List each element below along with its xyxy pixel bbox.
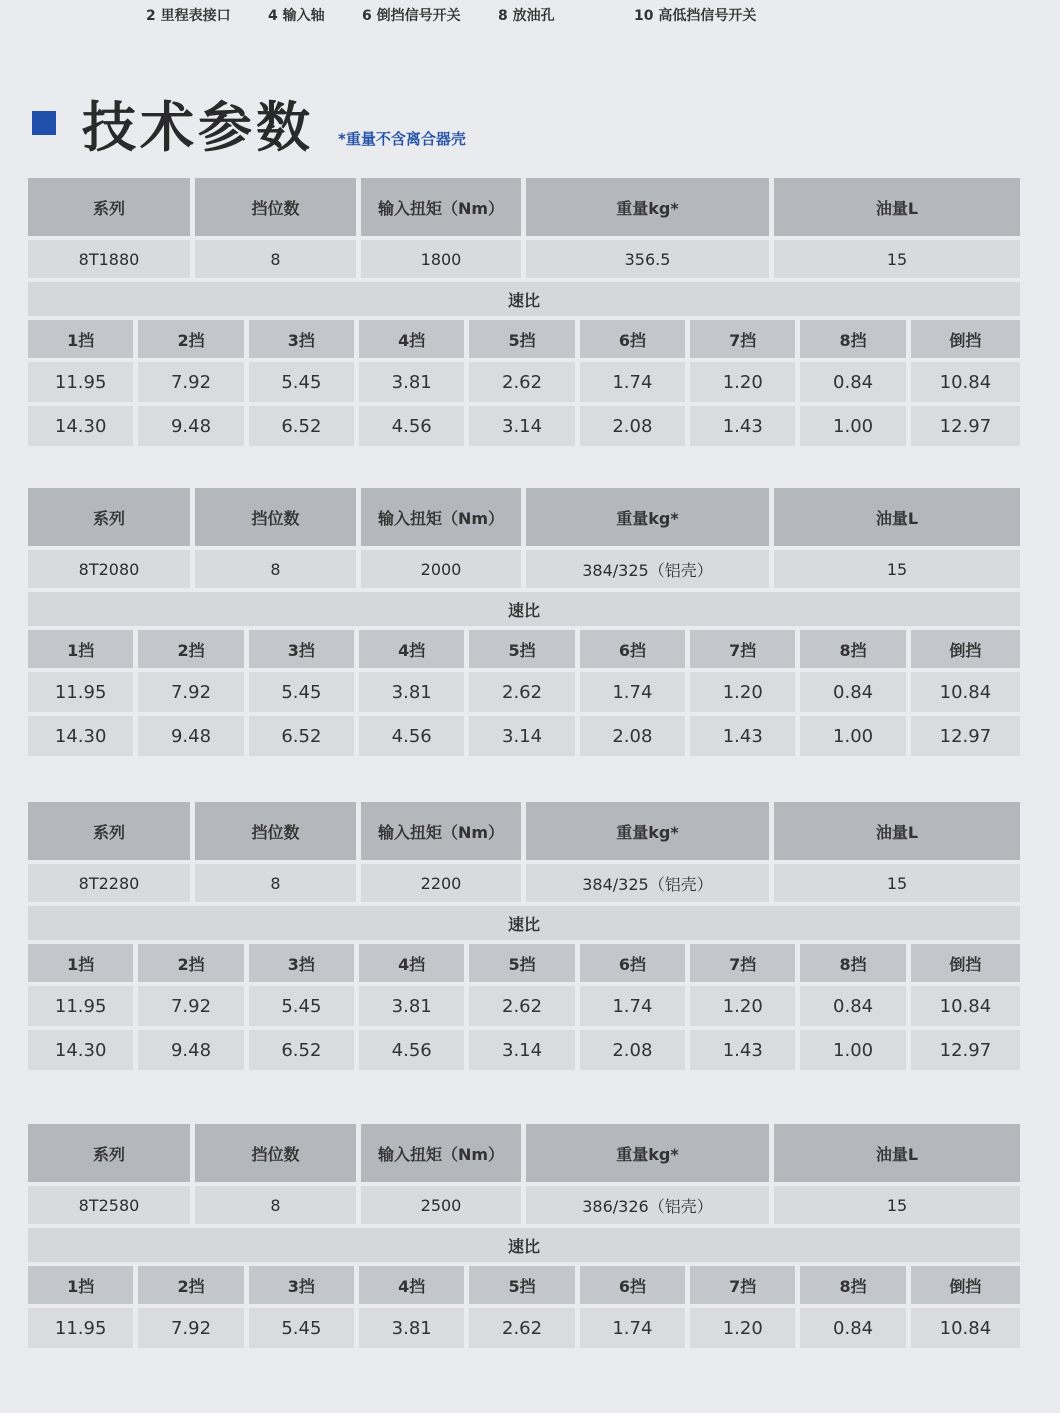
ratio-value-cell: 11.95 bbox=[28, 1308, 133, 1348]
ratio-value-cell: 4.56 bbox=[359, 1030, 464, 1070]
spec-value-cell: 8 bbox=[195, 240, 356, 278]
ratio-value-cell: 1.43 bbox=[690, 406, 795, 446]
spec-header-cell: 系列 bbox=[28, 802, 190, 860]
ratio-value-cell: 1.20 bbox=[690, 1308, 795, 1348]
gear-header-cell: 2挡 bbox=[138, 1266, 243, 1304]
ratio-value-cell: 5.45 bbox=[249, 672, 354, 712]
ratio-value-cell: 14.30 bbox=[28, 1030, 133, 1070]
spec-header-cell: 油量L bbox=[774, 1124, 1020, 1182]
spec-table bbox=[28, 1124, 1020, 1352]
gear-header-cell: 6挡 bbox=[580, 1266, 685, 1304]
table-row bbox=[28, 672, 1020, 712]
ratio-value-cell: 1.20 bbox=[690, 672, 795, 712]
ratio-value-cell: 12.97 bbox=[911, 716, 1020, 756]
legend-item: 6 倒挡信号开关 bbox=[362, 8, 461, 24]
ratio-value-cell: 12.97 bbox=[911, 1030, 1020, 1070]
section-heading bbox=[32, 88, 466, 158]
parts-legend bbox=[0, 2, 1060, 28]
ratio-value-cell: 5.45 bbox=[249, 362, 354, 402]
ratio-value-cell: 12.97 bbox=[911, 406, 1020, 446]
ratio-value-cell: 7.92 bbox=[138, 672, 243, 712]
gear-header-cell: 4挡 bbox=[359, 630, 464, 668]
spec-value-cell: 8 bbox=[195, 864, 356, 902]
ratio-value-cell: 1.74 bbox=[580, 1308, 685, 1348]
spec-header-cell: 油量L bbox=[774, 178, 1020, 236]
spec-value-cell: 386/326（铝壳） bbox=[526, 1186, 769, 1224]
table-row bbox=[28, 406, 1020, 446]
spec-header-cell: 挡位数 bbox=[195, 1124, 356, 1182]
gear-header-cell: 倒挡 bbox=[911, 320, 1020, 358]
ratio-value-cell: 1.74 bbox=[580, 986, 685, 1026]
ratio-value-cell: 3.81 bbox=[359, 986, 464, 1026]
ratio-value-cell: 2.62 bbox=[469, 362, 574, 402]
spec-header-cell: 输入扭矩（Nm） bbox=[361, 178, 521, 236]
gear-header-cell: 4挡 bbox=[359, 1266, 464, 1304]
ratio-value-cell: 4.56 bbox=[359, 716, 464, 756]
spec-header-cell: 系列 bbox=[28, 1124, 190, 1182]
spec-header-cell: 重量kg* bbox=[526, 178, 769, 236]
ratio-title: 速比 bbox=[28, 1228, 1020, 1262]
table-row bbox=[28, 362, 1020, 402]
spec-value-cell: 2000 bbox=[361, 550, 521, 588]
spec-value-cell: 8T2280 bbox=[28, 864, 190, 902]
ratio-value-cell: 11.95 bbox=[28, 362, 133, 402]
ratio-value-cell: 1.43 bbox=[690, 716, 795, 756]
spec-value-cell: 2500 bbox=[361, 1186, 521, 1224]
spec-header-cell: 挡位数 bbox=[195, 178, 356, 236]
ratio-title: 速比 bbox=[28, 282, 1020, 316]
ratio-value-cell: 3.14 bbox=[469, 406, 574, 446]
spec-header-cell: 挡位数 bbox=[195, 802, 356, 860]
spec-value-cell: 15 bbox=[774, 240, 1020, 278]
gear-header-cell: 8挡 bbox=[800, 630, 905, 668]
spec-header-cell: 油量L bbox=[774, 488, 1020, 546]
ratio-value-cell: 1.00 bbox=[800, 1030, 905, 1070]
ratio-value-cell: 2.08 bbox=[580, 406, 685, 446]
gear-header-cell: 7挡 bbox=[690, 630, 795, 668]
ratio-value-cell: 3.81 bbox=[359, 362, 464, 402]
weight-note: *重量不含离合器壳 bbox=[338, 129, 466, 148]
ratio-value-cell: 5.45 bbox=[249, 1308, 354, 1348]
spec-value-cell: 384/325（铝壳） bbox=[526, 550, 769, 588]
gear-header-cell: 1挡 bbox=[28, 320, 133, 358]
spec-value-cell: 384/325（铝壳） bbox=[526, 864, 769, 902]
ratio-value-cell: 7.92 bbox=[138, 986, 243, 1026]
gear-header-cell: 7挡 bbox=[690, 320, 795, 358]
spec-header-cell: 系列 bbox=[28, 178, 190, 236]
gear-header-cell: 5挡 bbox=[469, 320, 574, 358]
gear-header-cell: 2挡 bbox=[138, 630, 243, 668]
gear-header-cell: 7挡 bbox=[690, 944, 795, 982]
spec-header-cell: 重量kg* bbox=[526, 488, 769, 546]
spec-value-cell: 15 bbox=[774, 550, 1020, 588]
ratio-value-cell: 0.84 bbox=[800, 672, 905, 712]
spec-header-cell: 重量kg* bbox=[526, 802, 769, 860]
gear-header-cell: 6挡 bbox=[580, 320, 685, 358]
gear-header-cell: 7挡 bbox=[690, 1266, 795, 1304]
ratio-value-cell: 2.08 bbox=[580, 716, 685, 756]
spec-header-cell: 输入扭矩（Nm） bbox=[361, 488, 521, 546]
gear-header-cell: 5挡 bbox=[469, 630, 574, 668]
spec-value-cell: 8T2580 bbox=[28, 1186, 190, 1224]
gear-header-cell: 1挡 bbox=[28, 944, 133, 982]
gear-header-cell: 3挡 bbox=[249, 320, 354, 358]
ratio-value-cell: 14.30 bbox=[28, 406, 133, 446]
ratio-value-cell: 2.62 bbox=[469, 986, 574, 1026]
ratio-value-cell: 4.56 bbox=[359, 406, 464, 446]
gear-header-cell: 8挡 bbox=[800, 944, 905, 982]
ratio-value-cell: 7.92 bbox=[138, 1308, 243, 1348]
gear-header-cell: 5挡 bbox=[469, 944, 574, 982]
spec-value-cell: 8 bbox=[195, 550, 356, 588]
gear-header-cell: 倒挡 bbox=[911, 944, 1020, 982]
ratio-value-cell: 3.14 bbox=[469, 1030, 574, 1070]
spec-header-cell: 输入扭矩（Nm） bbox=[361, 1124, 521, 1182]
gear-header-cell: 倒挡 bbox=[911, 1266, 1020, 1304]
gear-header-cell: 倒挡 bbox=[911, 630, 1020, 668]
square-bullet-icon bbox=[32, 111, 56, 135]
ratio-value-cell: 1.43 bbox=[690, 1030, 795, 1070]
gear-header-cell: 3挡 bbox=[249, 630, 354, 668]
legend-item: 10 高低挡信号开关 bbox=[634, 8, 757, 24]
spec-value-cell: 15 bbox=[774, 1186, 1020, 1224]
ratio-value-cell: 1.20 bbox=[690, 362, 795, 402]
legend-item: 8 放油孔 bbox=[498, 8, 555, 24]
ratio-value-cell: 14.30 bbox=[28, 716, 133, 756]
gear-header-cell: 3挡 bbox=[249, 1266, 354, 1304]
ratio-value-cell: 0.84 bbox=[800, 986, 905, 1026]
ratio-value-cell: 3.81 bbox=[359, 1308, 464, 1348]
gear-header-cell: 5挡 bbox=[469, 1266, 574, 1304]
ratio-value-cell: 1.20 bbox=[690, 986, 795, 1026]
ratio-value-cell: 7.92 bbox=[138, 362, 243, 402]
spec-header-cell: 输入扭矩（Nm） bbox=[361, 802, 521, 860]
gear-header-cell: 1挡 bbox=[28, 630, 133, 668]
ratio-value-cell: 10.84 bbox=[911, 1308, 1020, 1348]
ratio-value-cell: 6.52 bbox=[249, 406, 354, 446]
ratio-value-cell: 2.62 bbox=[469, 672, 574, 712]
ratio-value-cell: 9.48 bbox=[138, 1030, 243, 1070]
ratio-value-cell: 0.84 bbox=[800, 362, 905, 402]
gear-header-cell: 4挡 bbox=[359, 320, 464, 358]
ratio-value-cell: 3.81 bbox=[359, 672, 464, 712]
table-row bbox=[28, 1030, 1020, 1070]
ratio-value-cell: 11.95 bbox=[28, 986, 133, 1026]
ratio-value-cell: 0.84 bbox=[800, 1308, 905, 1348]
ratio-value-cell: 1.00 bbox=[800, 716, 905, 756]
ratio-value-cell: 10.84 bbox=[911, 672, 1020, 712]
ratio-value-cell: 3.14 bbox=[469, 716, 574, 756]
table-row bbox=[28, 1308, 1020, 1348]
ratio-value-cell: 1.00 bbox=[800, 406, 905, 446]
ratio-value-cell: 9.48 bbox=[138, 406, 243, 446]
ratio-value-cell: 1.74 bbox=[580, 362, 685, 402]
table-row bbox=[28, 716, 1020, 756]
spec-header-cell: 重量kg* bbox=[526, 1124, 769, 1182]
gear-header-cell: 3挡 bbox=[249, 944, 354, 982]
ratio-value-cell: 9.48 bbox=[138, 716, 243, 756]
spec-table bbox=[28, 488, 1020, 760]
spec-value-cell: 8T1880 bbox=[28, 240, 190, 278]
gear-header-cell: 1挡 bbox=[28, 1266, 133, 1304]
spec-table bbox=[28, 802, 1020, 1074]
gear-header-cell: 6挡 bbox=[580, 630, 685, 668]
ratio-value-cell: 6.52 bbox=[249, 716, 354, 756]
ratio-title: 速比 bbox=[28, 592, 1020, 626]
table-row bbox=[28, 986, 1020, 1026]
ratio-title: 速比 bbox=[28, 906, 1020, 940]
spec-value-cell: 2200 bbox=[361, 864, 521, 902]
legend-item: 2 里程表接口 bbox=[146, 8, 231, 24]
spec-value-cell: 15 bbox=[774, 864, 1020, 902]
spec-value-cell: 1800 bbox=[361, 240, 521, 278]
spec-header-cell: 挡位数 bbox=[195, 488, 356, 546]
ratio-value-cell: 10.84 bbox=[911, 986, 1020, 1026]
ratio-value-cell: 1.74 bbox=[580, 672, 685, 712]
page-title: 技术参数 bbox=[82, 95, 314, 159]
legend-item: 4 输入轴 bbox=[268, 8, 325, 24]
ratio-value-cell: 2.62 bbox=[469, 1308, 574, 1348]
gear-header-cell: 2挡 bbox=[138, 944, 243, 982]
spec-header-cell: 系列 bbox=[28, 488, 190, 546]
gear-header-cell: 8挡 bbox=[800, 320, 905, 358]
ratio-value-cell: 11.95 bbox=[28, 672, 133, 712]
spec-value-cell: 8T2080 bbox=[28, 550, 190, 588]
spec-value-cell: 356.5 bbox=[526, 240, 769, 278]
ratio-value-cell: 5.45 bbox=[249, 986, 354, 1026]
gear-header-cell: 8挡 bbox=[800, 1266, 905, 1304]
gear-header-cell: 4挡 bbox=[359, 944, 464, 982]
spec-table bbox=[28, 178, 1020, 450]
spec-value-cell: 8 bbox=[195, 1186, 356, 1224]
gear-header-cell: 2挡 bbox=[138, 320, 243, 358]
ratio-value-cell: 6.52 bbox=[249, 1030, 354, 1070]
gear-header-cell: 6挡 bbox=[580, 944, 685, 982]
ratio-value-cell: 2.08 bbox=[580, 1030, 685, 1070]
spec-header-cell: 油量L bbox=[774, 802, 1020, 860]
ratio-value-cell: 10.84 bbox=[911, 362, 1020, 402]
